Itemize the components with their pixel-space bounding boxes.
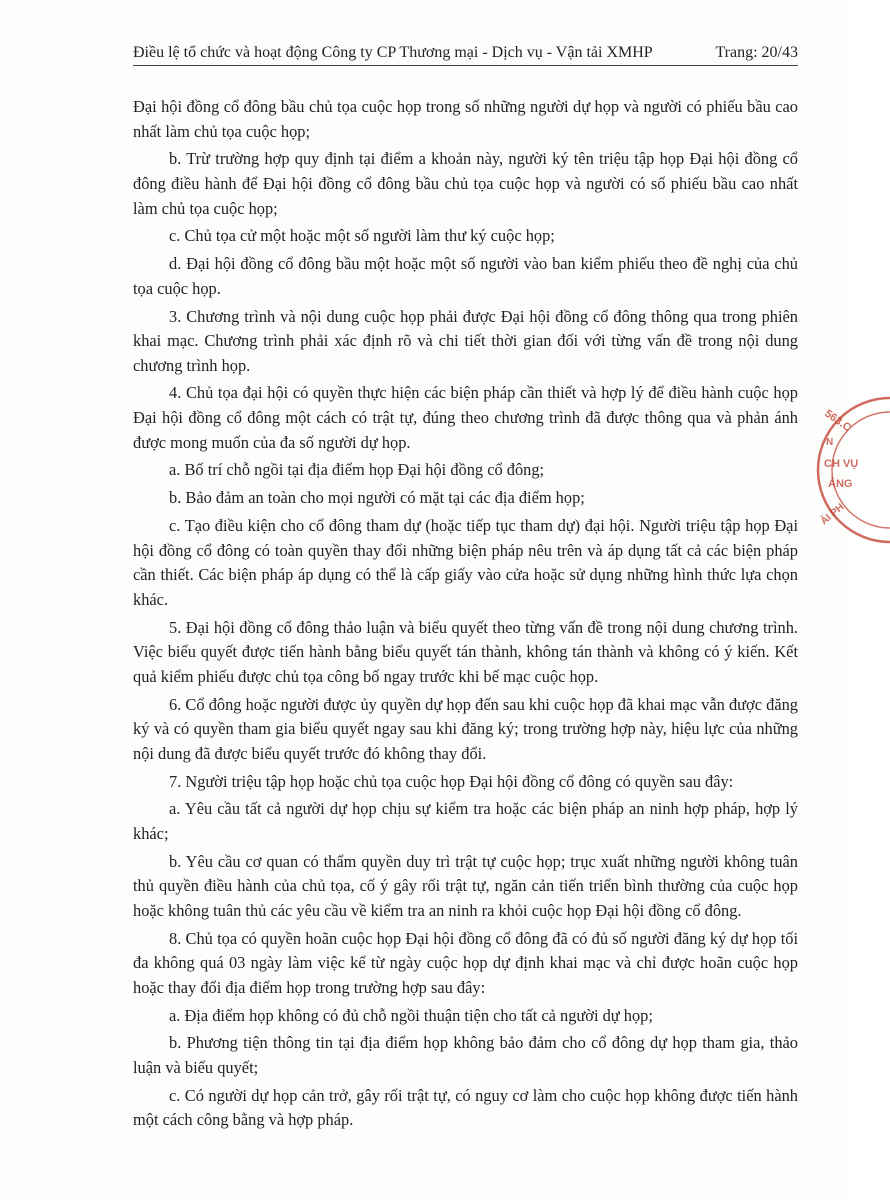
- paragraph: b. Bảo đảm an toàn cho mọi người có mặt tại các địa điểm họp;: [169, 488, 585, 508]
- page-number: Trang: 20/43: [715, 44, 798, 61]
- paragraph: b. Trừ trường hợp quy định tại điểm a khoản này, người ký tên triệu tập họp Đại hội đồng cổ đông điều hành để Đại hội đồng cổ đông bầu chủ tọa cuộc họp và người có số phiếu bầu cao nhất làm chủ tọa cuộc họp;: [133, 149, 798, 218]
- company-seal: [810, 385, 890, 555]
- paragraph: a. Bố trí chỗ ngồi tại địa điểm họp Đại hội đồng cổ đông;: [169, 460, 545, 480]
- seal-text: 563.C: [822, 407, 854, 435]
- paragraph: 7. Người triệu tập họp hoặc chủ tọa cuộc họp Đại hội đồng cổ đông có quyền sau đây:: [169, 771, 734, 791]
- paragraph: b. Yêu cầu cơ quan có thẩm quyền duy trì trật tự cuộc họp; trục xuất những người không tuân thủ quyền điều hành của chủ tọa, cố ý gây rối trật tự, ngăn cản tiến triển bình thường của cuộc họp hoặc không tuân thủ các yêu cầu về kiểm tra an ninh ra khỏi cuộc họp Đại hội đồng cổ đông.: [133, 851, 798, 920]
- paragraph: a. Yêu cầu tất cả người dự họp chịu sự kiểm tra hoặc các biện pháp an ninh hợp pháp, hợp lý khác;: [133, 799, 798, 843]
- paragraph: b. Phương tiện thông tin tại địa điểm họp không bảo đảm cho cổ đông dự họp tham gia, thảo luận và biểu quyết;: [133, 1033, 798, 1077]
- paragraph: Đại hội đồng cổ đông bầu chủ tọa cuộc họp trong số những người dự họp và người có phiếu bầu cao nhất làm chủ tọa cuộc họp;: [133, 97, 798, 141]
- paragraph: 6. Cổ đông hoặc người được ủy quyền dự họp đến sau khi cuộc họp đã khai mạc vẫn được đăng ký và có quyền tham gia biểu quyết ngay sau khi đăng ký; trong trường hợp này, hiệu lực của những nội dung đã được biểu quyết trước đó không thay đổi.: [133, 694, 798, 763]
- paragraph: 3. Chương trình và nội dung cuộc họp phải được Đại hội đồng cổ đông thông qua trong phiên khai mạc. Chương trình phải xác định rõ và chi tiết thời gian đối với từng vấn đề trong nội dung chương trình họp.: [133, 306, 798, 375]
- document-title: Điều lệ tổ chức và hoạt động Công ty CP Thương mại - Dịch vụ - Vận tải XMHP: [133, 44, 653, 61]
- seal-text: ẢNG: [828, 478, 853, 490]
- seal-text: CH VỤ: [824, 458, 859, 470]
- paragraph: c. Tạo điều kiện cho cổ đông tham dự (hoặc tiếp tục tham dự) đại hội. Người triệu tập họp Đại hội đồng cổ đông có toàn quyền thay đổi những biện pháp nêu trên và áp dụng tất cả các biện pháp cần thiết. Các biện pháp áp dụng có thể là cấp giấy vào cửa hoặc sử dụng những hình thức lựa chọn khác.: [133, 516, 798, 609]
- seal-text: ẢI PH: [818, 501, 847, 528]
- document-body: [133, 95, 798, 1136]
- paragraph: a. Địa điểm họp không có đủ chỗ ngồi thuận tiện cho tất cả người dự họp;: [169, 1005, 653, 1025]
- seal-text: N: [826, 437, 834, 448]
- paragraph: 8. Chủ tọa có quyền hoãn cuộc họp Đại hội đồng cổ đông đã có đủ số người đăng ký dự họp tối đa không quá 03 ngày làm việc kể từ ngày cuộc họp dự định khai mạc và chỉ được hoãn cuộc họp hoặc thay đổi địa điểm họp trong trường hợp sau đây:: [133, 928, 798, 997]
- paragraph: c. Chủ tọa cử một hoặc một số người làm thư ký cuộc họp;: [169, 226, 555, 246]
- page-header: [133, 44, 798, 66]
- paragraph: 4. Chủ tọa đại hội có quyền thực hiện các biện pháp cần thiết và hợp lý để điều hành cuộc họp Đại hội đồng cổ đông một cách có trật tự, đúng theo chương trình đã được thông qua và phản ánh được mong muốn của đa số người dự họp.: [133, 383, 798, 452]
- paragraph: c. Có người dự họp cản trở, gây rối trật tự, có nguy cơ làm cho cuộc họp không được tiến hành một cách công bằng và hợp pháp.: [133, 1085, 798, 1130]
- paragraph: d. Đại hội đồng cổ đông bầu một hoặc một số người vào ban kiểm phiếu theo đề nghị của chủ tọa cuộc họp.: [133, 254, 798, 298]
- paragraph: 5. Đại hội đồng cổ đông thảo luận và biểu quyết theo từng vấn đề trong nội dung chương trình. Việc biểu quyết được tiến hành bằng biểu quyết tán thành, không tán thành và không có ý kiến. Kết quả kiểm phiếu được chủ tọa công bố ngay trước khi bế mạc cuộc họp.: [133, 617, 798, 686]
